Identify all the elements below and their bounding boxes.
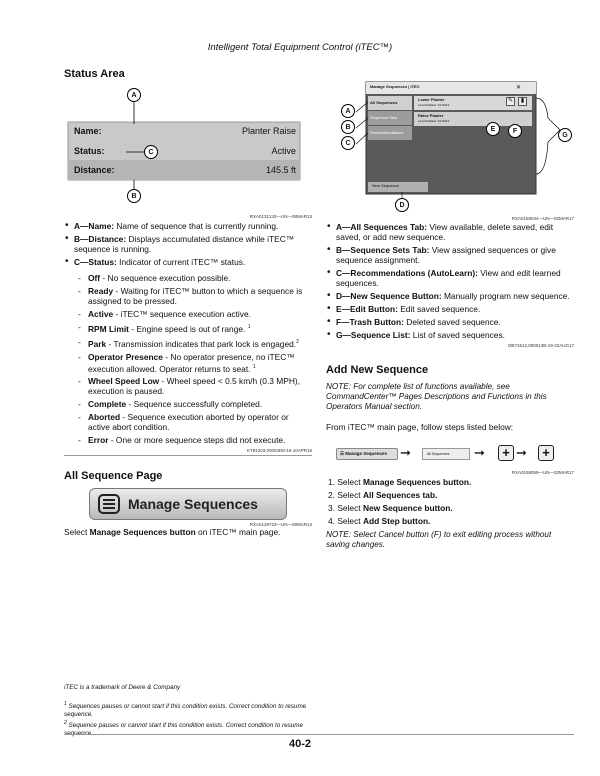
list-item: • G—Sequence List: List of saved sequences. bbox=[326, 330, 574, 340]
status-area-bullets bbox=[64, 221, 312, 267]
footnote-1: $^1$ Sequences pauses or cannot start if this condition exists. Correct condition to resume sequence. bbox=[64, 701, 307, 719]
window-title: Manage Sequences | iTEC bbox=[370, 84, 420, 89]
figure-caption: RXA0158059—UN—02MAR17 bbox=[511, 470, 574, 475]
reference-code: KT81203,00004D8-19-10APR18 bbox=[246, 448, 312, 454]
status-list bbox=[78, 273, 312, 445]
list-item: - Operator Presence - No operator presence, no iTEC™ execution allowed. Operator returns to seat. $^1$ bbox=[78, 352, 312, 374]
all-sequence-heading: All Sequence Page bbox=[64, 470, 163, 483]
manage-sequences-label: Manage Sequences bbox=[128, 496, 258, 513]
sequence-item-title[interactable]: Raise Planter bbox=[418, 113, 444, 118]
tab-sequence-sets[interactable]: Sequence Sets bbox=[370, 115, 398, 120]
list-item: • C—Status: Indicator of current iTEC™ status. bbox=[64, 257, 312, 267]
close-icon[interactable]: ✕ bbox=[516, 85, 522, 91]
list-item: - Error - One or more sequence steps did not execute. bbox=[78, 435, 312, 445]
note-text: NOTE: Select Cancel button (F) to exit editing process without saving changes. bbox=[326, 530, 552, 549]
list-item: • A—All Sequences Tab: View available, delete saved, edit saved, or add new sequence. bbox=[326, 222, 574, 242]
intro-text: From iTEC™ main page, follow steps listed below: bbox=[326, 422, 514, 432]
divider bbox=[64, 734, 574, 735]
callout-e: E bbox=[486, 122, 500, 136]
figure-caption: RXA0158044—UN—02MAR17 bbox=[511, 216, 574, 221]
list-item: - Off - No sequence execution possible. bbox=[78, 273, 312, 283]
figure-caption: RXA0131243—UN—08MAR13 bbox=[249, 214, 312, 219]
all-sequence-text: Select Manage Sequences button on iTEC™ main page. bbox=[64, 527, 281, 538]
callout-a: A bbox=[341, 104, 355, 118]
sequence-item-sub: Last Modified: 1/1/2013 bbox=[418, 103, 450, 107]
list-item: • D—New Sequence Button: Manually program new sequence. bbox=[326, 291, 574, 301]
pencil-icon: ✎ bbox=[507, 98, 514, 104]
sequence-item-sub: Last Modified: 1/1/2013 bbox=[418, 119, 450, 123]
arrow-icon: ➞ bbox=[474, 445, 485, 460]
tab-recommendations[interactable]: Recommendations bbox=[370, 130, 404, 135]
list-item: • F—Trash Button: Deleted saved sequence. bbox=[326, 317, 574, 327]
list-item: - Complete - Sequence successfully completed. bbox=[78, 399, 312, 409]
list-item: 2. Select All Sequences tab. bbox=[328, 490, 438, 500]
note-text: NOTE: For complete list of functions available, see CommandCenter™ Pages Descriptions and Functions in this Operators Manual section. bbox=[326, 382, 547, 411]
footnote-2: $^2$ Sequence pauses or cannot start if this condition exists. Correct condition to resume sequence. bbox=[64, 720, 304, 738]
steps-list bbox=[326, 477, 574, 526]
trash-button[interactable] bbox=[518, 97, 527, 106]
callout-c: C bbox=[341, 136, 355, 150]
reference-code: DB71512,000013B-19-22AUG17 bbox=[508, 343, 574, 348]
panel-status-value: Active bbox=[271, 146, 296, 156]
status-area-figure bbox=[64, 86, 312, 204]
plus-icon: + bbox=[538, 445, 554, 461]
list-item: - Wheel Speed Low - Wheel speed < 0.5 km/h (0.3 MPH), execution is paused. bbox=[78, 376, 312, 396]
list-icon bbox=[98, 494, 120, 514]
callout-d: D bbox=[395, 198, 409, 212]
callout-g: G bbox=[558, 128, 572, 142]
list-item: - RPM Limit - Engine speed is out of range. $^1$ bbox=[78, 322, 312, 334]
manage-sequences-button[interactable] bbox=[89, 488, 287, 520]
right-column bbox=[326, 62, 574, 550]
sequence-item-title[interactable]: Lower Planter bbox=[418, 97, 445, 102]
manage-sequences-illustration bbox=[326, 78, 574, 214]
flow-all-sequences-tab: All Sequences bbox=[422, 448, 470, 460]
list-item: • A—Name: Name of sequence that is currently running. bbox=[64, 221, 312, 231]
status-area-heading: Status Area bbox=[64, 68, 125, 80]
left-column bbox=[64, 62, 312, 537]
callout-a: A bbox=[127, 88, 141, 102]
steps-flow bbox=[326, 442, 574, 468]
arrow-icon: ➞ bbox=[400, 445, 411, 460]
list-item: - Active - iTEC™ sequence execution active. bbox=[78, 309, 312, 319]
callout-c: C bbox=[144, 145, 158, 159]
panel-name-value: Planter Raise bbox=[241, 126, 296, 136]
page-header: Intelligent Total Equipment Control (iTEC™) bbox=[207, 42, 393, 53]
new-sequence-button[interactable]: New Sequence bbox=[372, 183, 400, 188]
trash-icon: ▮ bbox=[520, 98, 525, 104]
add-new-sequence-heading: Add New Sequence bbox=[326, 364, 429, 376]
manage-sequences-figure bbox=[326, 78, 574, 214]
panel-status-label: Status: bbox=[74, 146, 105, 156]
callout-b: B bbox=[127, 189, 141, 203]
callout-f: F bbox=[508, 124, 522, 138]
callout-b: B bbox=[341, 120, 355, 134]
flow-manage-sequences-button: ☰ Manage Sequences bbox=[336, 448, 398, 460]
manage-screen-bullets bbox=[326, 222, 574, 340]
plus-icon: + bbox=[498, 445, 514, 461]
divider bbox=[64, 455, 312, 456]
list-item: 3. Select New Sequence button. bbox=[328, 503, 453, 513]
page-number: 40-2 bbox=[288, 738, 312, 750]
panel-name-label: Name: bbox=[74, 126, 102, 136]
tab-all-sequences[interactable]: All Sequences bbox=[370, 100, 398, 105]
figure-caption: RXA0129723—UN—08MAR13 bbox=[249, 522, 312, 528]
status-panel-illustration bbox=[64, 86, 312, 204]
list-item: • B—Sequence Sets Tab: View assigned sequences or give sequence assignment. bbox=[326, 245, 574, 265]
list-item: - Aborted - Sequence execution aborted by operator or active abort condition. bbox=[78, 412, 312, 432]
footnotes bbox=[64, 684, 324, 738]
list-item: - Ready - Waiting for iTEC™ button to which a sequence is assigned to be pressed. bbox=[78, 286, 312, 306]
edit-button[interactable] bbox=[506, 97, 515, 106]
panel-distance-value: 145.5 ft bbox=[265, 165, 296, 175]
list-item: • C—Recommendations (AutoLearn): View and edit learned sequences. bbox=[326, 268, 574, 288]
list-item: 4. Select Add Step button. bbox=[328, 516, 431, 526]
list-item: 1. Select Manage Sequences button. bbox=[328, 477, 472, 487]
arrow-icon: ➞ bbox=[516, 445, 527, 460]
list-item: • E—Edit Button: Edit saved sequence. bbox=[326, 304, 574, 314]
list-item: • B—Distance: Displays accumulated distance while iTEC™ sequence is running. bbox=[64, 234, 312, 254]
panel-distance-label: Distance: bbox=[74, 165, 115, 175]
list-item: - Park - Transmission indicates that park lock is engaged.$^2$ bbox=[78, 337, 312, 349]
trademark-note: iTEC is a trademark of Deere & Company bbox=[64, 684, 181, 691]
